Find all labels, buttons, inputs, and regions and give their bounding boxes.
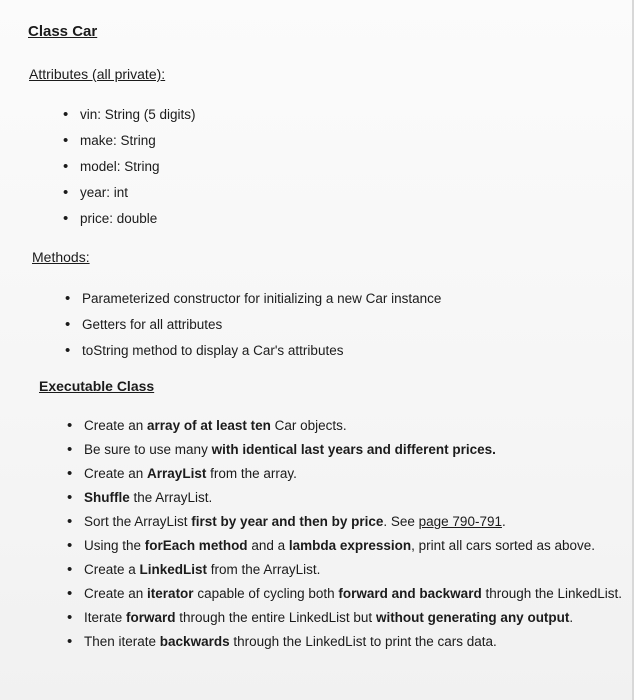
class-heading: Class Car	[28, 23, 98, 40]
list-item: • vin: String (5 digits)	[80, 107, 196, 133]
list-item: • toString method to display a Car's attributes	[82, 343, 441, 369]
methods-heading: Methods:	[32, 249, 90, 265]
list-item: • Be sure to use many with identical last years and different prices.	[84, 442, 622, 466]
list-item: • model: String	[80, 159, 196, 185]
list-item: • year: int	[80, 185, 196, 211]
attributes-list	[80, 107, 196, 237]
executable-class-heading: Executable Class	[39, 378, 155, 394]
list-item: • Create an ArrayList from the array.	[84, 466, 622, 490]
executable-list	[84, 418, 622, 658]
list-item: • Using the forEach method and a lambda expression, print all cars sorted as above.	[84, 538, 622, 562]
list-item: • Then iterate backwards through the LinkedList to print the cars data.	[84, 634, 622, 658]
attributes-heading: Attributes (all private):	[29, 66, 166, 82]
methods-list	[82, 291, 441, 369]
list-item: • Iterate forward through the entire LinkedList but without generating any output.	[84, 610, 622, 634]
page-reference-link[interactable]: page 790-791	[418, 514, 502, 529]
list-item: • make: String	[80, 133, 196, 159]
list-item: • Create an iterator capable of cycling both forward and backward through the LinkedList.	[84, 586, 622, 610]
list-item: • Sort the ArrayList first by year and then by price. See page 790-791.	[84, 514, 622, 538]
list-item: • Create an array of at least ten Car objects.	[84, 418, 622, 442]
list-item: • Getters for all attributes	[82, 317, 441, 343]
list-item: • Shuffle the ArrayList.	[84, 490, 622, 514]
list-item: • Create a LinkedList from the ArrayList.	[84, 562, 622, 586]
list-item: • Parameterized constructor for initializing a new Car instance	[82, 291, 441, 317]
list-item: • price: double	[80, 211, 196, 237]
